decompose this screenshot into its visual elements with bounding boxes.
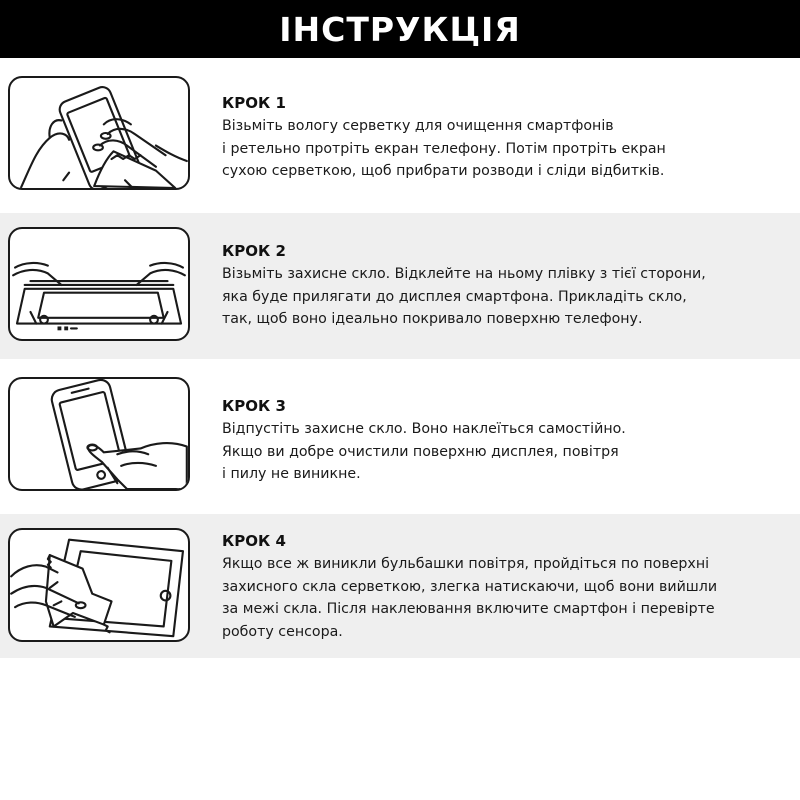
step-1-line-1: Візьміть вологу серветку для очищення смартфонів [222, 118, 614, 134]
step-3 [0, 359, 800, 514]
page-title: ІНСТРУКЦІЯ [279, 9, 521, 49]
step-2 [0, 213, 800, 359]
cloth-smoothing-glass-icon [8, 528, 190, 642]
step-1-line-2: і ретельно протріть екран телефону. Потім протріть екран [222, 140, 666, 157]
step-3-line-2: Якщо ви добре очистили поверхню дисплея, повітря [222, 443, 619, 460]
header-bar [0, 0, 800, 58]
step-3-line-1: Відпустіть захисне скло. Воно наклеїться самостійно. [222, 421, 626, 437]
step-4 [0, 514, 800, 658]
step-2-title: КРОК 2 [222, 242, 286, 260]
step-2-line-1: Візьміть захисне скло. Відклейте на ньому плівку з тієї сторони, [222, 266, 706, 282]
step-3-line-3: і пилу не виникне. [222, 466, 361, 483]
step-1-line-3: сухою серветкою, щоб прибрати розводи і сліди відбитків. [222, 163, 665, 180]
step-1 [0, 58, 800, 213]
step-2-line-2: яка буде прилягати до дисплея смартфона. Прикладіть скло, [222, 288, 687, 305]
hand-wiping-phone-icon [8, 76, 190, 190]
step-4-line-1: Якщо все ж виникли бульбашки повітря, пройдіться по поверхні [222, 556, 710, 572]
finger-pressing-phone-icon [8, 377, 190, 491]
step-3-title: КРОК 3 [222, 397, 286, 415]
step-4-line-2: захисного скла серветкою, злегка натискаючи, щоб вони вийшли [222, 578, 718, 595]
step-4-title: КРОК 4 [222, 532, 286, 550]
step-2-line-3: так, щоб воно ідеально покривало поверхню телефону. [222, 311, 643, 328]
hands-placing-glass-icon [8, 227, 190, 341]
step-4-line-3: за межі скла. Після наклеювання включите смартфон і перевірте [222, 601, 715, 618]
step-1-title: КРОК 1 [222, 94, 286, 112]
step-4-line-4: роботу сенсора. [222, 623, 343, 640]
